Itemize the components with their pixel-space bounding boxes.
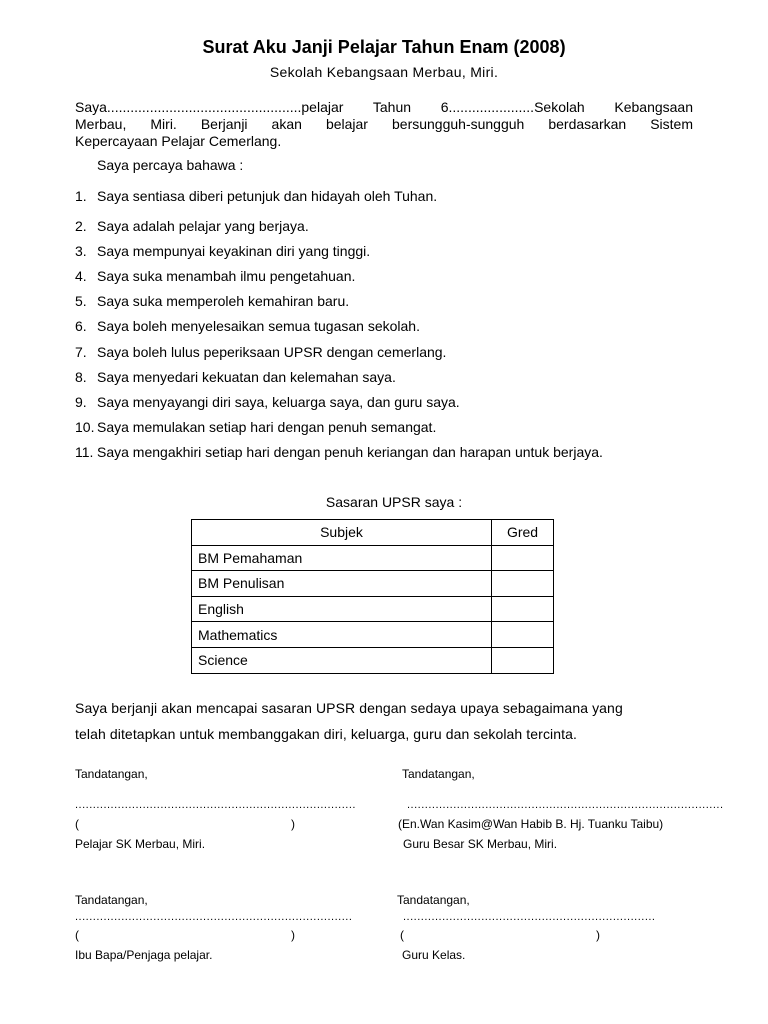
signer-role: Ibu Bapa/Penjaga pelajar.	[75, 948, 213, 962]
document-title: Surat Aku Janji Pelajar Tahun Enam (2008)	[202, 37, 566, 57]
grade-cell[interactable]	[492, 596, 554, 622]
grade-cell[interactable]	[492, 545, 554, 571]
subject-cell: English	[192, 596, 492, 622]
grade-cell[interactable]	[492, 647, 554, 673]
intro-line-3: Kepercayaan Pelajar Cemerlang.	[75, 133, 282, 149]
table-row	[192, 647, 554, 673]
list-item: 2. Saya adalah pelajar yang berjaya.	[75, 218, 309, 234]
upsr-target-label: Sasaran UPSR saya :	[325, 494, 463, 510]
table-row	[192, 622, 554, 648]
table-row	[192, 596, 554, 622]
intro-line-1: Saya..................................................pelajar Tahun 6......................Sekolah Kebangsaan	[75, 99, 693, 115]
grade-cell[interactable]	[492, 622, 554, 648]
list-item: 4. Saya suka menambah ilmu pengetahuan.	[75, 268, 356, 284]
list-item: 8. Saya menyedari kekuatan dan kelemahan saya.	[75, 369, 396, 385]
school-name: Sekolah Kebangsaan Merbau, Miri.	[269, 64, 499, 80]
promise-line-1: Saya berjanji akan mencapai sasaran UPSR dengan sedaya upaya sebagaimana yang	[75, 700, 623, 716]
headmaster-name: (En.Wan Kasim@Wan Habib B. Hj. Tuanku Taibu)	[398, 817, 664, 831]
list-item: 6. Saya boleh menyelesaikan semua tugasan sekolah.	[75, 318, 420, 334]
signature-label: Tandatangan,	[75, 893, 148, 907]
table-row	[192, 545, 554, 571]
subject-cell: Mathematics	[192, 622, 492, 648]
signature-line[interactable]: ...............................................................................	[75, 799, 356, 811]
open-paren: (	[75, 928, 79, 942]
table-row	[192, 571, 554, 597]
signature-label: Tandatangan,	[397, 893, 470, 907]
signer-role: Guru Kelas.	[402, 948, 466, 962]
list-item: 1. Saya sentiasa diberi petunjuk dan hidayah oleh Tuhan.	[75, 188, 438, 204]
list-item: 9. Saya menyayangi diri saya, keluarga saya, dan guru saya.	[75, 394, 460, 410]
list-item: 11. Saya mengakhiri setiap hari dengan penuh keriangan dan harapan untuk berjaya.	[75, 444, 603, 460]
believe-label: Saya percaya bahawa :	[97, 157, 244, 173]
close-paren: )	[291, 928, 295, 942]
signature-label: Tandatangan,	[75, 767, 148, 781]
grade-cell[interactable]	[492, 571, 554, 597]
list-item: 5. Saya suka memperoleh kemahiran baru.	[75, 293, 350, 309]
promise-line-2: telah ditetapkan untuk membanggakan diri, keluarga, guru dan sekolah tercinta.	[75, 726, 578, 742]
subject-cell: BM Pemahaman	[192, 545, 492, 571]
column-header-grade: Gred	[492, 520, 554, 546]
open-paren: (	[400, 928, 404, 942]
signer-role: Pelajar SK Merbau, Miri.	[75, 837, 206, 851]
subject-cell: Science	[192, 647, 492, 673]
signature-line[interactable]: .........................................................................................	[407, 799, 724, 811]
subject-cell: BM Penulisan	[192, 571, 492, 597]
list-item: 7. Saya boleh lulus peperiksaan UPSR dengan cemerlang.	[75, 344, 447, 360]
table-header-row	[192, 520, 554, 546]
upsr-target-table	[191, 519, 554, 674]
open-paren: (	[75, 817, 79, 831]
close-paren: )	[291, 817, 295, 831]
signer-role: Guru Besar SK Merbau, Miri.	[403, 837, 558, 851]
signature-line[interactable]: ..............................................................................	[75, 911, 353, 923]
list-item: 3. Saya mempunyai keyakinan diri yang tinggi.	[75, 243, 371, 259]
list-item: 10. Saya memulakan setiap hari dengan penuh semangat.	[75, 419, 437, 435]
close-paren: )	[596, 928, 600, 942]
signature-line[interactable]: .......................................................................	[403, 911, 656, 923]
column-header-subject: Subjek	[192, 520, 492, 546]
intro-line-2: Merbau, Miri. Berjanji akan belajar bersungguh-sungguh berdasarkan Sistem	[75, 116, 693, 132]
signature-label: Tandatangan,	[402, 767, 475, 781]
